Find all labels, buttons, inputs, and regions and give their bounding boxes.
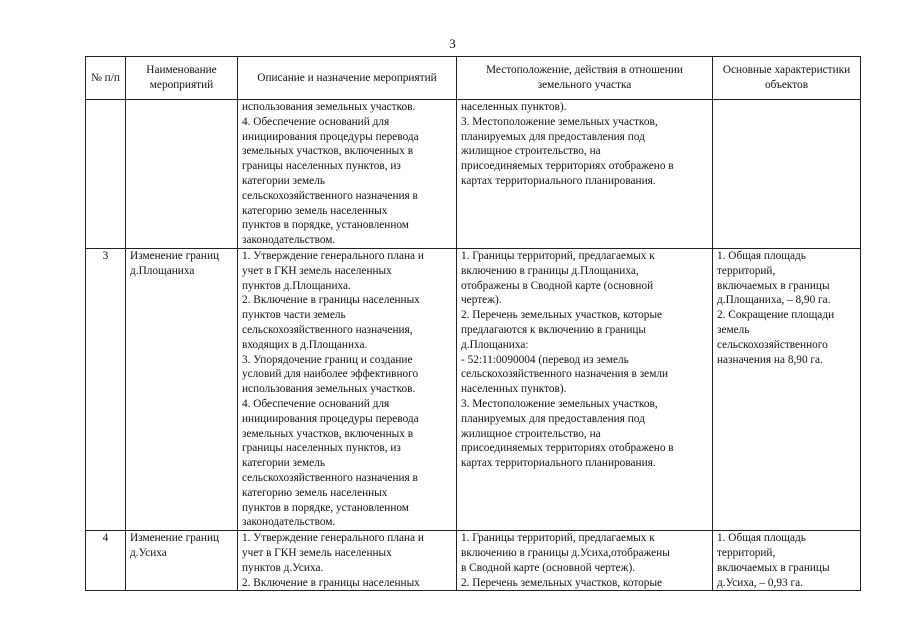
characteristics-line: 1. Общая площадь: [717, 532, 806, 545]
table-row: [86, 531, 861, 591]
characteristics-line: д.Площаниха, – 8,90 га.: [717, 294, 831, 307]
header-characteristics: Основные характеристики объектов: [713, 57, 861, 100]
location-line: 3. Местоположение земельных участков,: [461, 397, 658, 410]
header-num: № п/п: [86, 57, 126, 100]
measure-name: Изменение границ д.Площаниха: [126, 248, 238, 530]
description-line: категорию земель населенных: [242, 204, 388, 217]
description-line: 1. Утверждение генерального плана и: [242, 532, 424, 545]
description-line: законодательством.: [242, 516, 336, 529]
description-line: использования земельных участков.: [242, 101, 416, 113]
description-line: категории земель: [242, 457, 325, 470]
description-line: инициирования процедуры перевода: [242, 130, 419, 143]
row-number: [86, 100, 126, 249]
description-line: 1. Утверждение генерального плана и: [242, 249, 424, 262]
location-line: картах территориального планирования.: [461, 174, 656, 187]
cell-location: [457, 248, 713, 530]
description-line: входящих в д.Площаниха.: [242, 338, 368, 351]
location-line: жилищное строительство, на: [461, 427, 601, 440]
description-line: 4. Обеспечение оснований для: [242, 115, 390, 128]
location-line: 3. Местоположение земельных участков,: [461, 115, 658, 128]
location-line: 2. Перечень земельных участков, которые: [461, 576, 663, 589]
location-line: предлагаются к включению в границы: [461, 323, 647, 336]
cell-description: [238, 100, 457, 249]
characteristics-line: назначения на 8,90 га.: [717, 353, 823, 366]
description-line: пунктов части земель: [242, 309, 346, 322]
cell-location: [457, 100, 713, 249]
table-header-row: [86, 57, 861, 100]
location-line: присоединяемых территориях отображено в: [461, 442, 674, 455]
location-line: чертеж).: [461, 294, 502, 307]
description-line: пунктов д.Усиха.: [242, 561, 324, 574]
header-name: Наименование мероприятий: [126, 57, 238, 100]
location-line: жилищное строительство, на: [461, 145, 601, 158]
measure-name: Изменение границ д.Усиха: [126, 531, 238, 591]
description-line: учет в ГКН земель населенных: [242, 546, 392, 559]
description-line: пунктов в порядке, установленном: [242, 219, 409, 232]
measures-table: [85, 56, 861, 591]
location-line: сельскохозяйственного назначения в земли: [461, 368, 669, 381]
location-line: 2. Перечень земельных участков, которые: [461, 309, 663, 322]
location-line: - 52:11:0090004 (перевод из земель: [461, 353, 629, 366]
description-line: законодательством.: [242, 234, 336, 247]
header-location: Местоположение, действия в отношении земельного участка: [457, 57, 713, 100]
cell-characteristics: [713, 531, 861, 591]
description-line: границы населенных пунктов, из: [242, 442, 401, 455]
row-number: 3: [86, 248, 126, 530]
location-line: 1. Границы территорий, предлагаемых к: [461, 532, 655, 545]
description-line: земельных участков, включенных в: [242, 145, 414, 158]
cell-characteristics: [713, 100, 861, 249]
location-line: в Сводной карте (основной чертеж).: [461, 561, 636, 574]
description-line: учет в ГКН земель населенных: [242, 264, 392, 277]
description-line: границы населенных пунктов, из: [242, 160, 401, 173]
location-line: отображены в Сводной карте (основной: [461, 279, 654, 292]
description-line: сельскохозяйственного назначения,: [242, 323, 413, 336]
characteristics-line: земель: [717, 323, 750, 336]
measure-name: [126, 100, 238, 249]
description-line: 2. Включение в границы населенных: [242, 294, 420, 307]
characteristics-line: включаемых в границы: [717, 279, 830, 292]
description-line: пунктов д.Площаниха.: [242, 279, 351, 292]
description-line: условий для наиболее эффективного: [242, 368, 419, 381]
characteristics-line: д.Усиха, – 0,93 га.: [717, 576, 803, 589]
table-row: [86, 100, 861, 249]
location-line: населенных пунктов).: [461, 383, 567, 396]
description-line: категорию земель населенных: [242, 486, 388, 499]
characteristics-line: сельскохозяйственного: [717, 338, 828, 351]
location-line: картах территориального планирования.: [461, 457, 656, 470]
location-line: планируемых для предоставления под: [461, 130, 645, 143]
description-line: категории земель: [242, 174, 325, 187]
table-row: [86, 248, 861, 530]
characteristics-line: территорий,: [717, 546, 776, 559]
characteristics-line: 1. Общая площадь: [717, 249, 806, 262]
cell-location: [457, 531, 713, 591]
description-line: земельных участков, включенных в: [242, 427, 414, 440]
cell-description: [238, 248, 457, 530]
header-description: Описание и назначение мероприятий: [238, 57, 457, 100]
cell-description: [238, 531, 457, 591]
characteristics-line: территорий,: [717, 264, 776, 277]
description-line: использования земельных участков.: [242, 383, 416, 396]
location-line: присоединяемых территориях отображено в: [461, 160, 674, 173]
location-line: включению в границы д.Площаниха,: [461, 264, 639, 277]
row-number: 4: [86, 531, 126, 591]
description-line: инициирования процедуры перевода: [242, 412, 419, 425]
page-number: 3: [449, 36, 456, 51]
location-line: д.Площаниха:: [461, 338, 529, 351]
location-line: включению в границы д.Усиха,отображены: [461, 546, 670, 559]
location-line: планируемых для предоставления под: [461, 412, 645, 425]
cell-characteristics: [713, 248, 861, 530]
description-line: сельскохозяйственного назначения в: [242, 471, 418, 484]
description-line: 4. Обеспечение оснований для: [242, 397, 390, 410]
location-line: 1. Границы территорий, предлагаемых к: [461, 249, 655, 262]
description-line: сельскохозяйственного назначения в: [242, 189, 418, 202]
characteristics-line: 2. Сокращение площади: [717, 309, 835, 322]
description-line: 3. Упорядочение границ и создание: [242, 353, 413, 366]
description-line: пунктов в порядке, установленном: [242, 501, 409, 514]
characteristics-line: включаемых в границы: [717, 561, 830, 574]
location-line: населенных пунктов).: [461, 101, 567, 113]
description-line: 2. Включение в границы населенных: [242, 576, 420, 589]
